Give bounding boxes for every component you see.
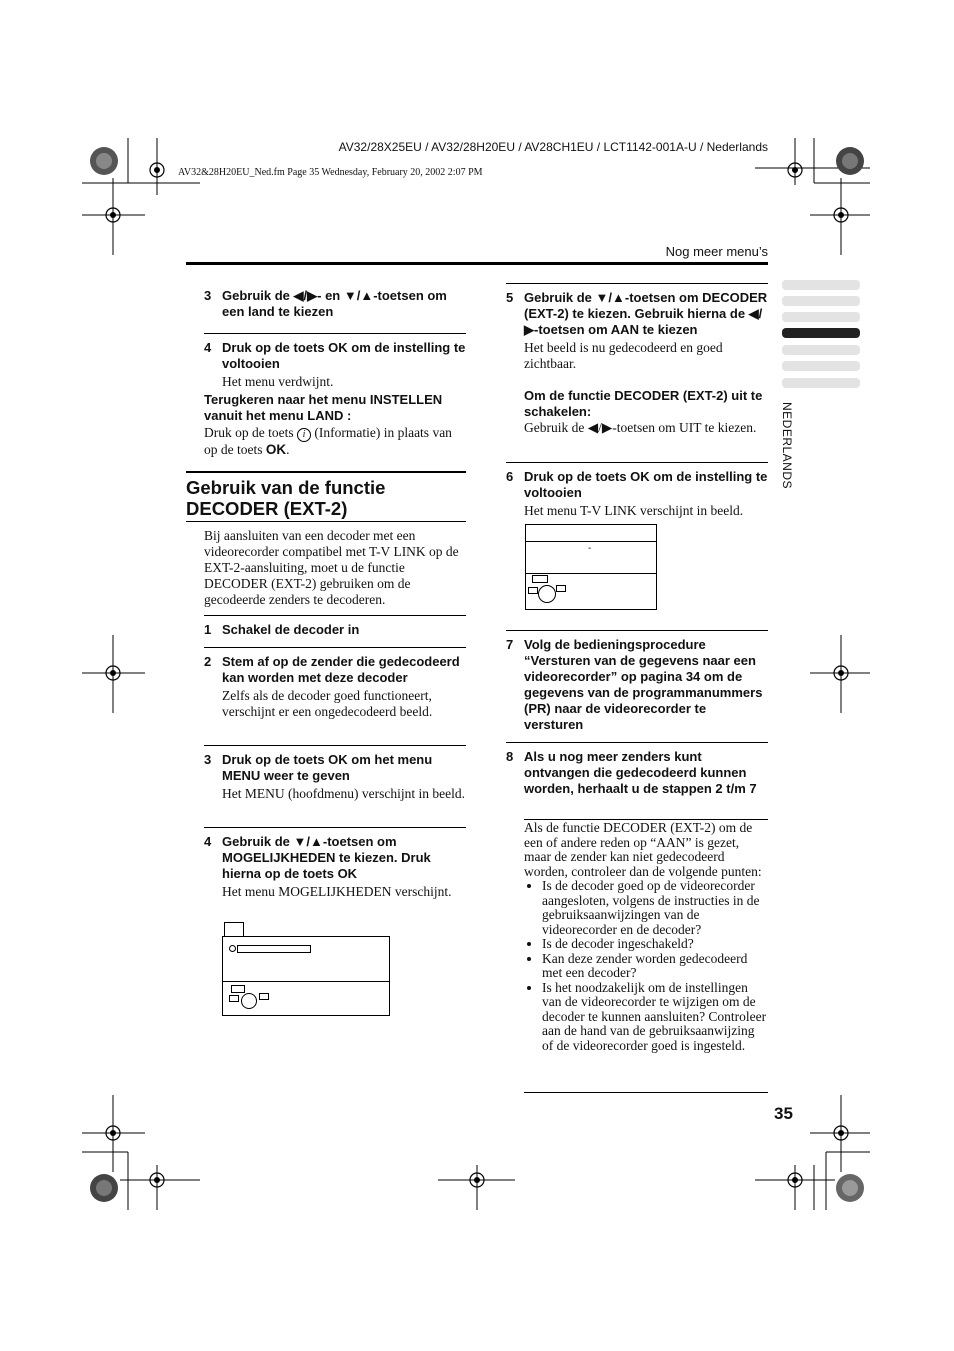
section-tab-active <box>782 328 860 338</box>
button-icon <box>532 575 548 583</box>
step-number: 5 <box>506 290 514 305</box>
section-tab <box>782 312 860 322</box>
step-title: Schakel de decoder in <box>222 622 360 637</box>
step-3-land <box>204 282 466 320</box>
section-rule <box>186 521 466 522</box>
step-number: 2 <box>204 654 212 669</box>
running-head: Nog meer menu’s <box>665 244 768 259</box>
step-7 <box>506 630 768 733</box>
step-4-voltooien <box>204 333 466 390</box>
step-4-mogelijkheden <box>204 827 466 900</box>
step-body: Zelfs als de decoder goed functioneert, verschijnt er een ongedecodeerd beeld. <box>222 688 433 719</box>
step-2 <box>204 647 466 720</box>
button-icon <box>556 585 566 592</box>
note-list <box>524 879 768 1053</box>
screen-mark: - <box>588 543 592 554</box>
button-icon <box>231 985 245 993</box>
note-item: • Is de decoder goed op de videorecorder aangesloten, volgens de instructies in de gebruiksaanwijzingen van de videorecorder en de decoder? <box>542 879 768 937</box>
note-box <box>524 821 768 1053</box>
step-body: Het MENU (hoofdmenu) verschijnt in beeld. <box>222 786 465 801</box>
ok-icon: OK <box>265 442 287 457</box>
menu-screen <box>222 936 390 1016</box>
page-number: 35 <box>774 1104 793 1123</box>
section-rule <box>186 471 466 473</box>
section-tab <box>782 345 860 355</box>
return-text: . <box>286 442 290 457</box>
step-6 <box>506 462 768 519</box>
note-rule <box>524 1092 768 1093</box>
option-bar <box>237 945 311 953</box>
note-item: • Kan deze zender worden gedecodeerd met een decoder? <box>542 952 768 981</box>
return-heading: Terugkeren naar het menu INSTELLEN vanuit het menu LAND : <box>204 392 443 423</box>
step-number: 6 <box>506 469 514 484</box>
info-icon: i <box>297 428 311 442</box>
model-header: AV32/28X25EU / AV32/28H20EU / AV28CH1EU / LCT1142-001A-U / Nederlands <box>338 140 768 154</box>
navigation-pad-icon <box>538 585 556 603</box>
cursor-icon <box>229 945 236 952</box>
navigation-pad-icon <box>241 993 257 1009</box>
menu-screen-illustration <box>222 920 390 1016</box>
step-title: Als u nog meer zenders kunt ontvangen die gedecodeerd kunnen worden, herhaalt u de stappen 2 t/m 7 <box>524 749 757 796</box>
file-info-line: AV32&28H20EU_Ned.fm Page 35 Wednesday, February 20, 2002 2:07 PM <box>178 167 483 178</box>
step-number: 7 <box>506 637 514 652</box>
step-1 <box>204 615 466 638</box>
section-title-line: DECODER (EXT-2) <box>186 498 348 519</box>
step-title: Stem af op de zender die gedecodeerd kan worden met deze decoder <box>222 654 460 685</box>
section-tab <box>782 378 860 388</box>
screen-divider <box>526 573 656 574</box>
step-title: Druk op de toets OK om de instelling te voltooien <box>524 469 768 500</box>
language-tab-label: NEDERLANDS <box>780 402 794 490</box>
header-rule <box>186 262 768 265</box>
step-body: Het menu MOGELIJKHEDEN verschijnt. <box>222 884 452 899</box>
section-title <box>186 477 466 519</box>
section-tab <box>782 361 860 371</box>
step-number: 1 <box>204 622 212 637</box>
step-number: 3 <box>204 752 212 767</box>
step-body: Het beeld is nu gedecodeerd en goed zichtbaar. <box>524 340 723 371</box>
off-heading: Om de functie DECODER (EXT-2) uit te schakelen: <box>524 388 763 419</box>
button-icon <box>259 993 269 1000</box>
return-body <box>204 425 466 458</box>
step-number: 8 <box>506 749 514 764</box>
step-number: 3 <box>204 288 212 303</box>
step-title: Druk op de toets OK om het menu MENU weer te geven <box>222 752 433 783</box>
step-title: Gebruik de ▼/▲-toetsen om MOGELIJKHEDEN te kiezen. Druk hierna op de toets OK <box>222 834 431 881</box>
section-tab <box>782 280 860 290</box>
section-title-line: Gebruik van de functie <box>186 477 386 498</box>
step-title: Gebruik de ◀/▶- en ▼/▲-toetsen om een land te kiezen <box>222 288 447 319</box>
button-icon <box>528 587 538 594</box>
screen-divider <box>223 981 389 982</box>
note-intro: Als de functie DECODER (EXT-2) om de een of andere reden op “AAN” is gezet, maar de zender kan niet gedecodeerd worden, controleer dan de volgende punten: <box>524 820 762 879</box>
section-tab <box>782 296 860 306</box>
button-icon <box>229 995 239 1002</box>
note-item: • Is het noodzakelijk om de instellingen van de videorecorder te wijzigen om de decoder te kunnen aansluiten? Controleer aan de hand van de gebruiksaanwijzing of de videorecorder goed is ingesteld. <box>542 981 768 1054</box>
step-5 <box>506 283 768 372</box>
step-title: Druk op de toets OK om de instelling te voltooien <box>222 340 466 371</box>
intro-paragraph: Bij aansluiten van een decoder met een videorecorder compatibel met T-V LINK op de EXT-2-aansluiting, moet u de functie DECODER (EXT-2) gebruiken om de gecodeerde zenders te decoderen. <box>204 528 459 607</box>
step-body: Het menu verdwijnt. <box>222 374 334 389</box>
return-text: Druk op de toets <box>204 425 297 440</box>
off-body: Gebruik de ◀/▶-toetsen om UIT te kiezen. <box>524 420 757 435</box>
note-item: • Is de decoder ingeschakeld? <box>542 937 768 952</box>
step-number: 4 <box>204 834 212 849</box>
step-3-menu <box>204 745 466 802</box>
step-number: 4 <box>204 340 212 355</box>
step-title: Volg de bedieningsprocedure “Versturen van de gegevens naar een videorecorder” op pagina 34 om de gegevens van de programmanummers (PR) naar de videorecorder te versturen <box>524 637 763 732</box>
tv-link-screen-illustration <box>525 524 657 610</box>
step-title: Gebruik de ▼/▲-toetsen om DECODER (EXT-2) te kiezen. Gebruik hierna de ◀/▶-toetsen om AAN te kiezen <box>524 290 768 337</box>
return-text: (Informatie) in plaats van op de toets <box>204 425 452 457</box>
step-8 <box>506 742 768 797</box>
screen-divider <box>526 541 656 542</box>
step-body: Het menu T-V LINK verschijnt in beeld. <box>524 503 744 518</box>
